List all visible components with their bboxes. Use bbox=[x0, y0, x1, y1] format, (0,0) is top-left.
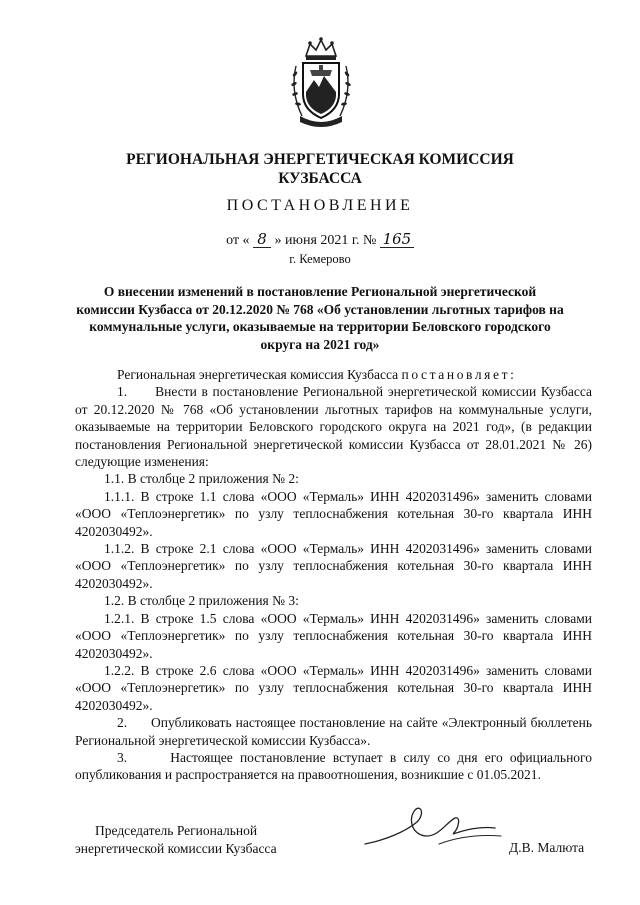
date-line bbox=[60, 232, 580, 249]
paragraph-1: 1. Внести в постановление Региональной энергетической комиссии Кузбасса от 20.12.2020 № 768 «Об установлении льготных тарифов на коммунальные услуги, оказываемые на территории Беловского городского округа на 2021 год», (в редакции постановления Региональной энергетической комиссии Кузбасса от 28.01.2021 № 26) следующие изменения: bbox=[75, 384, 592, 470]
paragraph-2: 2. Опубликовать настоящее постановление на сайте «Электронный бюллетень Региональной энергетической комиссии Кузбасса». bbox=[75, 715, 592, 748]
city: г. Кемерово bbox=[289, 252, 351, 266]
paragraph-1-2-1: 1.2.1. В строке 1.5 слова «ООО «Термаль» ИНН 4202031496» заменить словами «ООО «Теплоэнергетик» по узлу теплоснабжения котельная 30-го квартала ИНН 4202030492». bbox=[75, 610, 592, 661]
document-body bbox=[75, 366, 592, 784]
paragraph-1-1-1: 1.1.1. В строке 1.1 слова «ООО «Термаль» ИНН 4202031496» заменить словами «ООО «Теплоэнергетик» по узлу теплоснабжения котельная 30-го квартала ИНН 4202030492». bbox=[75, 488, 592, 539]
intro-keyword: постановляет: bbox=[401, 367, 517, 382]
handwritten-number: 165 bbox=[380, 232, 414, 248]
signatory-title bbox=[75, 822, 277, 857]
organization-name bbox=[60, 150, 580, 188]
intro-paragraph bbox=[75, 366, 592, 383]
signatory-title-line-2: энергетической комиссии Кузбасса bbox=[75, 840, 277, 856]
paragraph-3: 3. Настоящее постановление вступает в силу со дня его официального опубликования и распространяется на правоотношения, возникшие с 01.05.2021. bbox=[75, 749, 592, 783]
paragraph-1-2-2: 1.2.2. В строке 2.6 слова «ООО «Термаль» ИНН 4202031496» заменить словами «ООО «Теплоэнергетик» по узлу теплоснабжения котельная 30-го квартала ИНН 4202030492». bbox=[75, 662, 592, 713]
intro-text: Региональная энергетическая комиссия Кузбасса bbox=[117, 367, 402, 382]
document-type: ПОСТАНОВЛЕНИЕ bbox=[226, 197, 414, 214]
signatory-name: Д.В. Малюта bbox=[509, 840, 585, 855]
date-prefix: от « bbox=[226, 233, 250, 248]
paragraph-1-1-2: 1.1.2. В строке 2.1 слова «ООО «Термаль» ИНН 4202031496» заменить словами «ООО «Теплоэнергетик» по узлу теплоснабжения котельная 30-го квартала ИНН 4202030492». bbox=[75, 541, 592, 591]
organization-name-line-1: РЕГИОНАЛЬНАЯ ЭНЕРГЕТИЧЕСКАЯ КОМИССИЯ bbox=[126, 151, 514, 168]
kuzbass-coat-of-arms-icon bbox=[286, 36, 356, 128]
organization-name-line-2: КУЗБАССА bbox=[278, 170, 362, 187]
paragraph-1-2: 1.2. В столбце 2 приложения № 3: bbox=[104, 593, 299, 609]
signatory-title-line-1: Председатель Региональной bbox=[95, 823, 258, 838]
date-middle: » июня 2021 г. № bbox=[274, 233, 377, 248]
document-subject: О внесении изменений в постановление Региональной энергетической комиссии Кузбасса от 20.12.2020 № 768 «Об установлении льготных тарифов на коммунальные услуги, оказываемые на территории Беловского городского округа на 2021 год» bbox=[76, 284, 564, 352]
handwritten-day: 8 bbox=[253, 232, 271, 248]
handwritten-signature-icon bbox=[355, 792, 505, 862]
paragraph-1-1: 1.1. В столбце 2 приложения № 2: bbox=[104, 471, 299, 487]
